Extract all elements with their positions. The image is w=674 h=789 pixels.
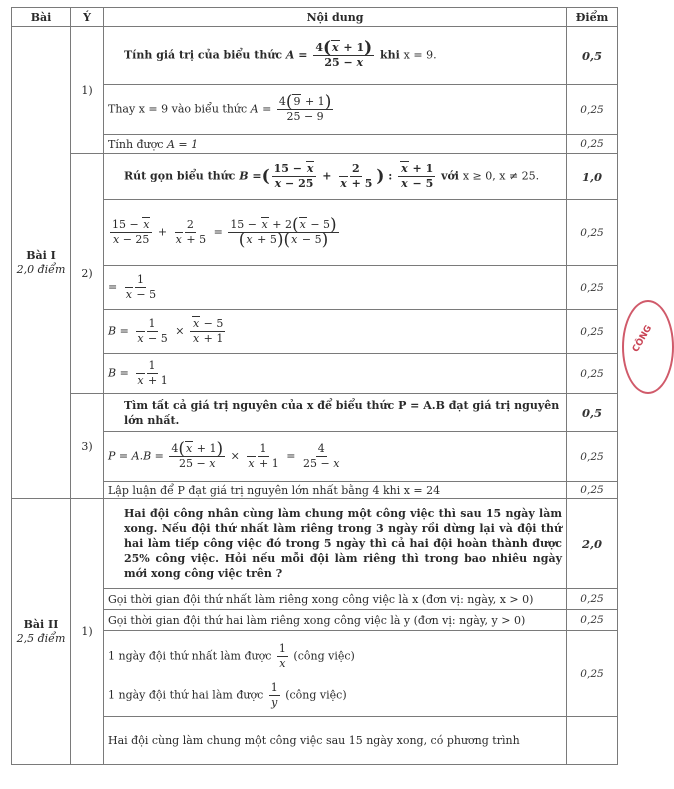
answer-table: [11, 7, 618, 765]
score: 0,25: [567, 589, 618, 610]
q3-task: Tìm tất cả giá trị nguyên của x để biểu thức P = A.B đạt giá trị nguyên lớn nhất.: [104, 394, 567, 432]
score: 0,25: [567, 482, 618, 499]
q3-step-1: [104, 432, 567, 482]
expr-p: P = A.B = $\frac{4(x + 1)}{25 - x}$ × $\frac{1}{x + 1}$ = $\frac{4}{25 - x}$: [108, 439, 340, 470]
score: 0,25: [567, 85, 618, 135]
expr-b-step2: = $\frac{1}{x - 5}$: [108, 273, 157, 301]
score: 0,25: [567, 200, 618, 266]
part-label: 1): [71, 499, 104, 765]
expr-b-step1: $\frac{15 - x}{x - 25}$ + $\frac{2}{x + 5}$ = $\frac{15 - x + 2(x - 5)}{(x + 5)(x - 5)}$: [112, 215, 337, 250]
q4-task: Hai đội công nhân cùng làm chung một công việc thì sau 15 ngày làm xong. Nếu đội thứ nhất làm riêng trong 3 ngày rồi dừng lại và đội thứ hai làm tiếp công việc đó trong 5 ngày thì cả hai đội hoàn thành được 25% công việc. Hỏi nếu mỗi đội làm riêng thì trong bao nhiêu ngày mới xong công việc trên ?: [104, 499, 567, 589]
expr-b-step3: B = $\frac{1}{x - 5}$ × $\frac{x - 5}{x + 1}$: [108, 317, 224, 345]
score: 0,25: [567, 266, 618, 310]
expr-b-step4: B = $\frac{1}{x + 1}$: [108, 359, 168, 387]
q1-task: Tính giá trị của biểu thức A = $\frac{4(x + 1)}{25 - x}$ khi x = 9.: [104, 27, 567, 85]
table-row: [12, 394, 618, 432]
score: 0,25: [567, 135, 618, 154]
table-row: [12, 499, 618, 589]
part-label: 2): [71, 154, 104, 394]
q4-step-4: Hai đội cùng làm chung một công việc sau 15 ngày xong, có phương trình: [104, 717, 567, 765]
official-stamp: [622, 300, 674, 394]
q2-step-3: [104, 310, 567, 354]
q1-step-1: Thay x = 9 vào biểu thức A = $\frac{4(9 + 1)}{25 - 9}$: [104, 85, 567, 135]
table-row: [12, 27, 618, 85]
header-diem: Điểm: [567, 8, 618, 27]
score: 1,0: [567, 154, 618, 200]
score: 0,25: [567, 631, 618, 717]
table-header-row: [12, 8, 618, 27]
score: 0,25: [567, 310, 618, 354]
part-label: 1): [71, 27, 104, 154]
q2-task: Rút gọn biểu thức B =( $\frac{15 - x}{x - 25}$ + $\frac{2}{x + 5}$ ) : $\frac{x + 1}{x - 5}$ với x ≥ 0, x ≠ 25.: [104, 154, 567, 200]
bai-1-title: Bài I: [26, 248, 56, 262]
score: 0,5: [567, 394, 618, 432]
q4-step-1: Gọi thời gian đội thứ nhất làm riêng xong công việc là x (đơn vị: ngày, x > 0): [104, 589, 567, 610]
expr-a-9: A = $\frac{4(9 + 1)}{25 - 9}$: [250, 92, 332, 123]
q2-step-2: [104, 266, 567, 310]
bai-1-cell: [12, 27, 71, 499]
score: 0,25: [567, 432, 618, 482]
part-label: 3): [71, 394, 104, 499]
header-noi-dung: Nội dung: [104, 8, 567, 27]
header-bai: Bài: [12, 8, 71, 27]
score: 2,0: [567, 499, 618, 589]
expr-a: A = $\frac{4(x + 1)}{25 - x}$: [285, 38, 373, 69]
score: [567, 717, 618, 765]
q4-step-2: Gọi thời gian đội thứ hai làm riêng xong công việc là y (đơn vị: ngày, y > 0): [104, 610, 567, 631]
q4-step-3: 1 ngày đội thứ nhất làm được $\frac{1}{x}$ (công việc) 1 ngày đội thứ hai làm được $\frac{1}{y}$ (công việc): [104, 631, 567, 717]
bai-2-points: 2,5 điểm: [16, 631, 66, 645]
table-row: [12, 154, 618, 200]
bai-2-cell: [12, 499, 71, 765]
bai-2-title: Bài II: [23, 617, 59, 631]
score: 0,25: [567, 610, 618, 631]
q3-step-2: Lập luận để P đạt giá trị nguyên lớn nhất bằng 4 khi x = 24: [104, 482, 567, 499]
stamp-text: CÔNG: [630, 323, 655, 355]
q2-step-1: [104, 200, 567, 266]
q2-step-4: [104, 354, 567, 394]
expr-b: B =( $\frac{15 - x}{x - 25}$ + $\frac{2}{x + 5}$ ) : $\frac{x + 1}{x - 5}$: [239, 162, 434, 190]
header-y: Ý: [71, 8, 104, 27]
score: 0,25: [567, 354, 618, 394]
bai-1-points: 2,0 điểm: [16, 262, 66, 276]
score: 0,5: [567, 27, 618, 85]
q1-step-2: Tính được A = 1: [104, 135, 567, 154]
